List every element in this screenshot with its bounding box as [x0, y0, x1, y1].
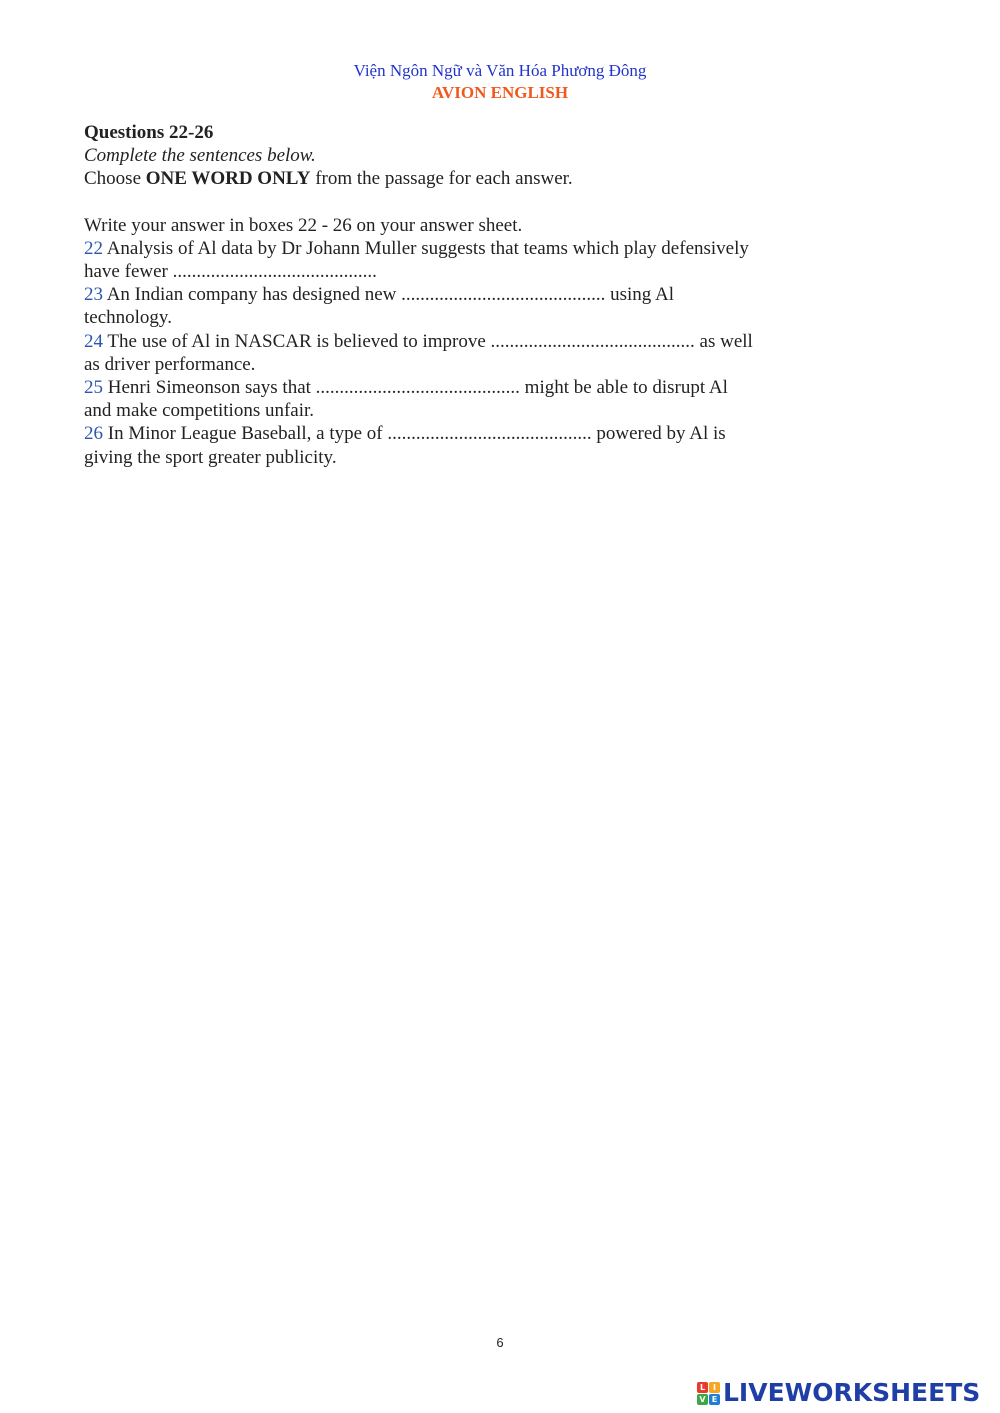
question-number: 24	[84, 330, 103, 352]
worksheet-content	[84, 121, 824, 469]
question-26	[84, 422, 824, 468]
instruction-complete: Complete the sentences below.	[84, 145, 316, 167]
question-text: The use of Al in NASCAR is believed to improve ........................................... as well	[103, 330, 753, 352]
liveworksheets-logo-icon	[697, 1382, 720, 1405]
question-line-continued: and make competitions unfair.	[84, 400, 315, 422]
liveworksheets-watermark	[697, 1377, 980, 1409]
question-line	[84, 330, 824, 353]
question-24	[84, 330, 824, 376]
logo-cell: I	[709, 1382, 720, 1393]
instruction-choose	[84, 167, 824, 190]
spacer	[84, 191, 824, 214]
question-text: In Minor League Baseball, a type of ........................................... powered by Al is	[103, 423, 726, 445]
question-25	[84, 376, 824, 422]
logo-cell: L	[697, 1382, 708, 1393]
logo-cell: E	[709, 1394, 720, 1405]
instruction-write: Write your answer in boxes 22 - 26 on your answer sheet.	[84, 214, 523, 236]
question-line-continued: have fewer ...........................................	[84, 261, 377, 283]
question-number: 23	[84, 284, 103, 306]
question-line-continued: giving the sport greater publicity.	[84, 446, 337, 468]
question-line-continued: as driver performance.	[84, 353, 256, 375]
choose-emphasis: ONE WORD ONLY	[145, 168, 311, 190]
question-23	[84, 283, 824, 329]
question-number: 26	[84, 423, 103, 445]
institute-name: Viện Ngôn Ngữ và Văn Hóa Phương Đông	[353, 61, 647, 80]
choose-suffix: from the passage for each answer.	[310, 168, 573, 190]
choose-prefix: Choose	[84, 168, 146, 190]
question-text: Henri Simeonson says that ........................................... might be able to disrupt Al	[103, 377, 728, 399]
watermark-text: LIVEWORKSHEETS	[723, 1378, 981, 1407]
question-line-continued: technology.	[84, 307, 172, 329]
question-22	[84, 237, 824, 283]
question-line	[84, 283, 824, 306]
question-text: An Indian company has designed new ........................................... using Al	[103, 284, 675, 306]
question-line	[84, 422, 824, 445]
brand-name: AVION ENGLISH	[431, 83, 569, 102]
question-text: Analysis of Al data by Dr Johann Muller suggests that teams which play defensively	[103, 237, 749, 259]
section-title: Questions 22-26	[84, 122, 214, 143]
question-line	[84, 237, 824, 260]
logo-cell: V	[697, 1394, 708, 1405]
question-number: 22	[84, 237, 103, 259]
question-number: 25	[84, 377, 103, 399]
page-number: 6	[496, 1335, 504, 1350]
question-line	[84, 376, 824, 399]
